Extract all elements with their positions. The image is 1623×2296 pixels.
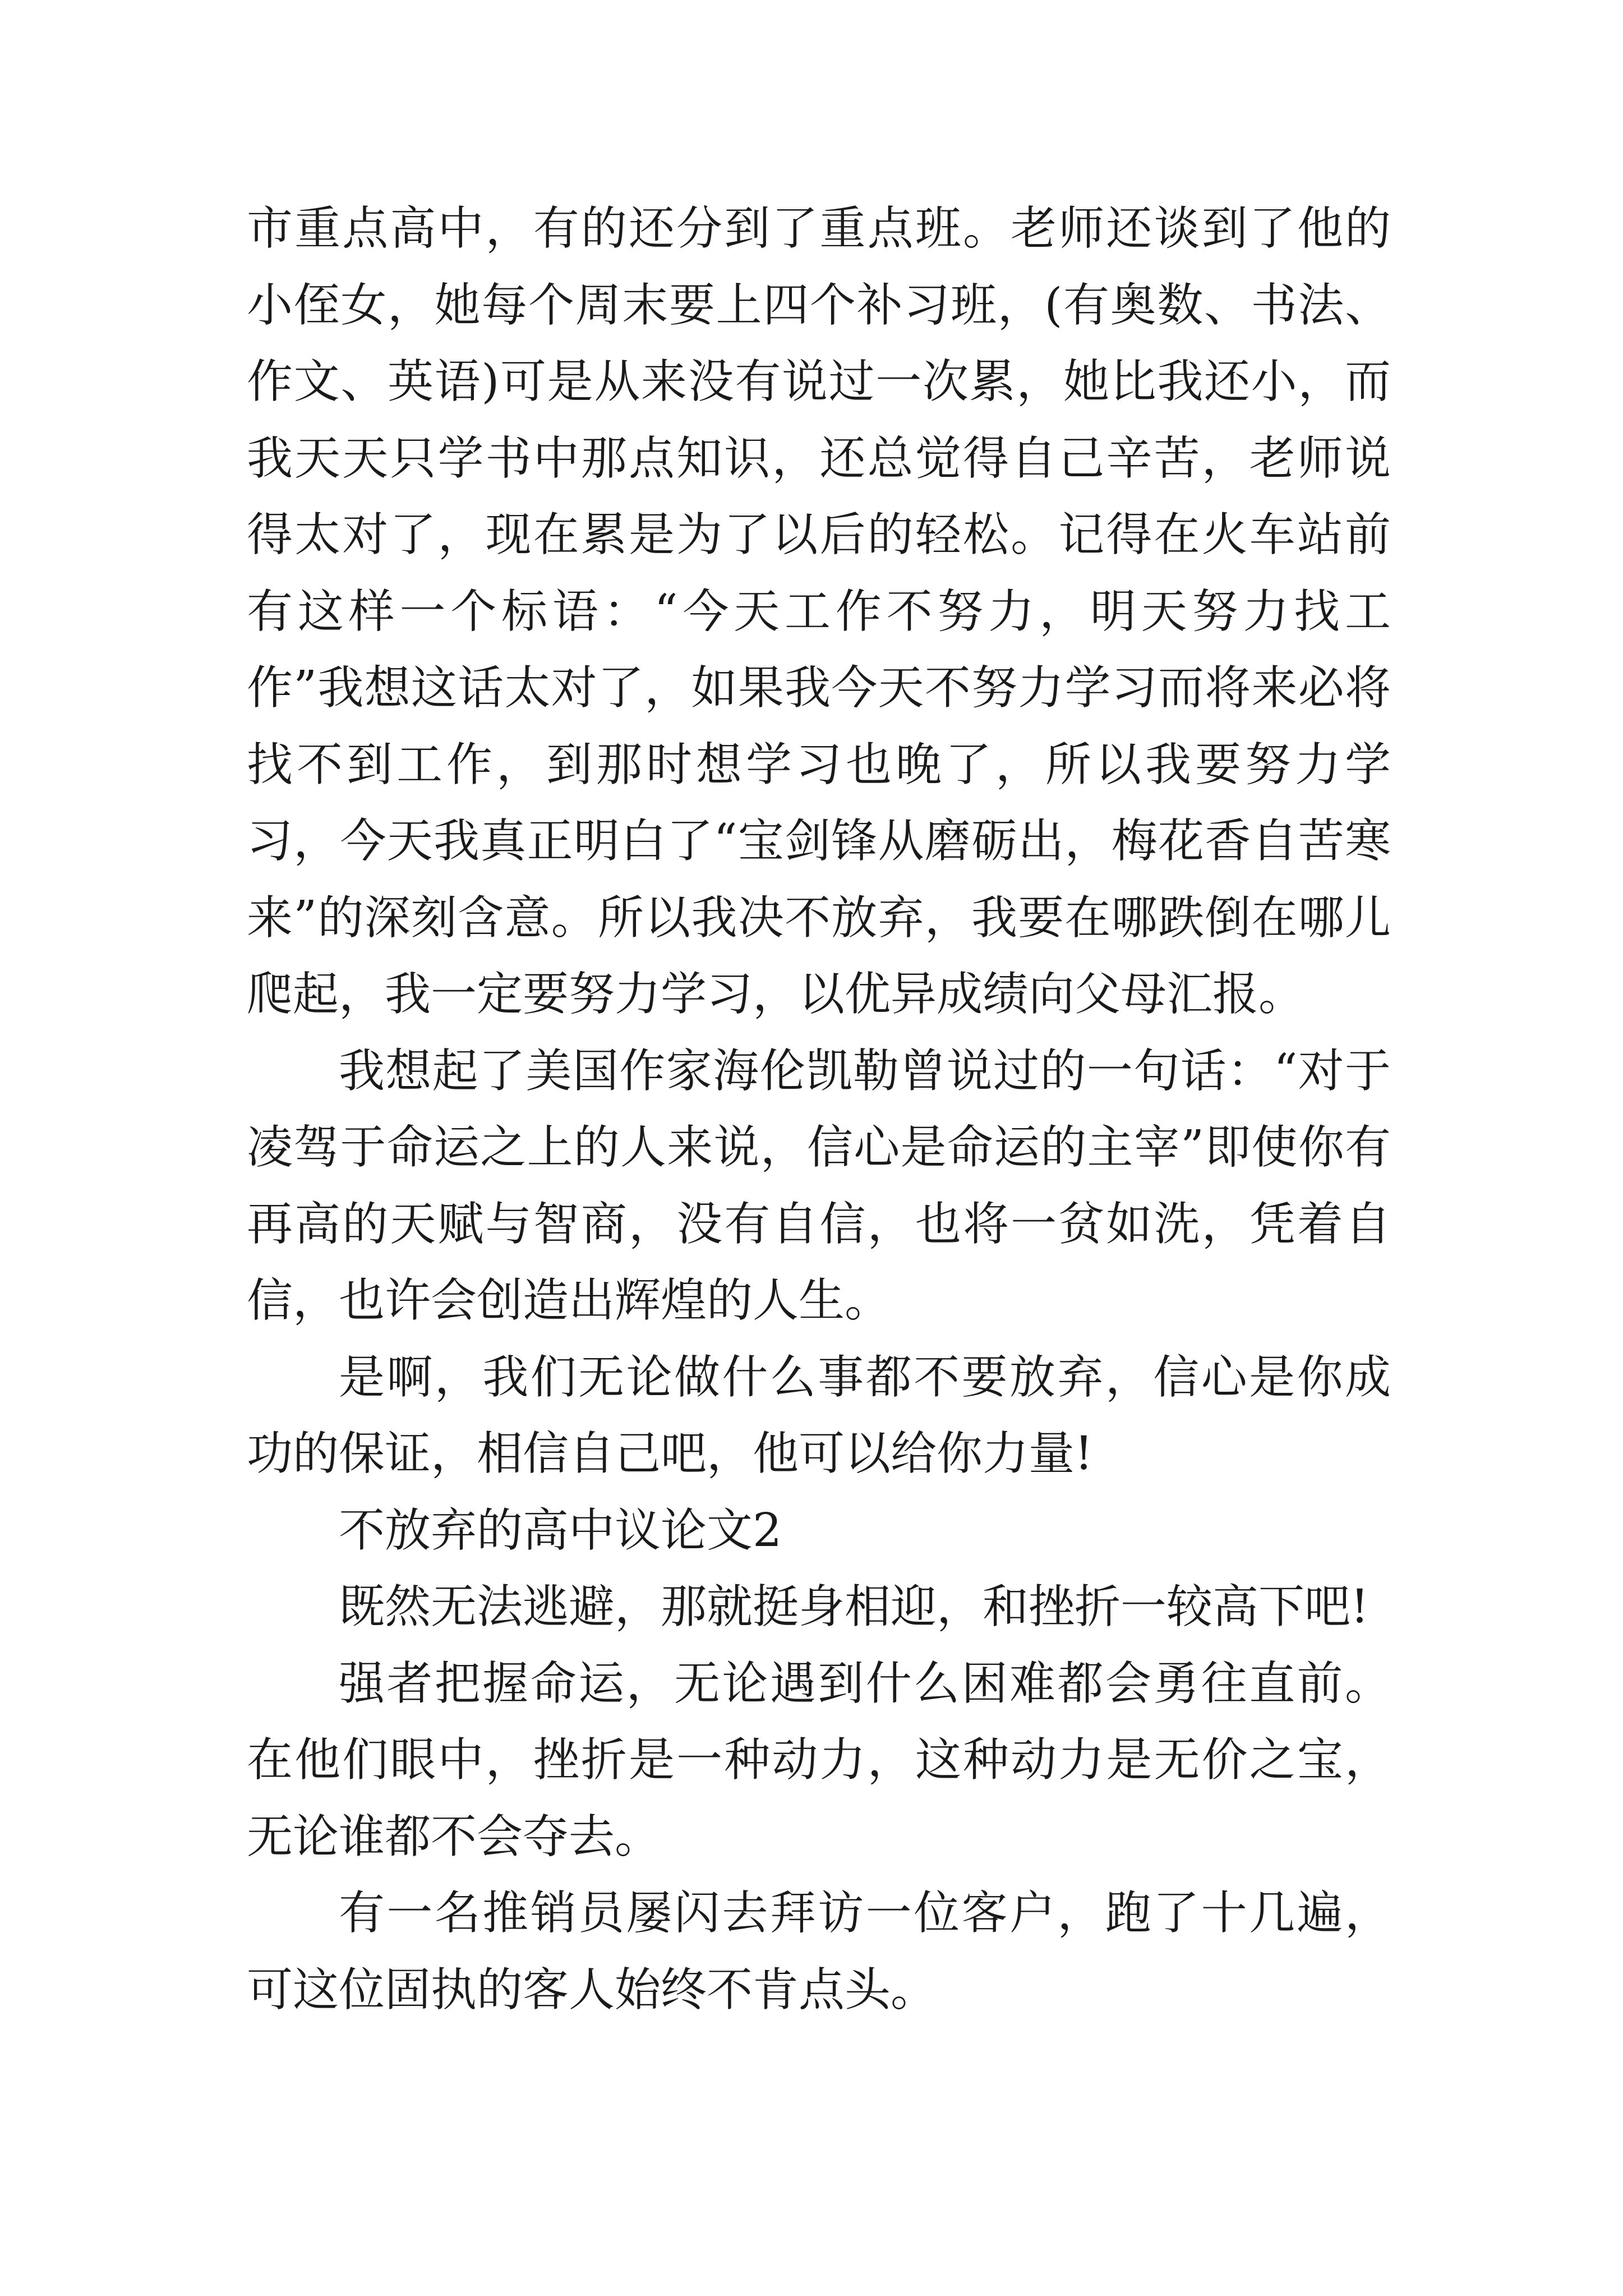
paragraph-continued: 市重点高中，有的还分到了重点班。老师还谈到了他的小侄女，她每个周末要上四个补习班，(有奥数、书法、作文、英语)可是从来没有说过一次累，她比我还小，而我天天只学书中那点知识，还总觉得自己辛苦，老师说得太对了，现在累是为了以后的轻松。记得在火车站前有这样一个标语：“今天工作不努力，明天努力找工作”我想这话太对了，如果我今天不努力学习而将来必将找不到工作，到那时想学习也晚了，所以我要努力学习，今天我真正明白了“宝剑锋从磨砺出，梅花香自苦寒来”的深刻含意。所以我决不放弃，我要在哪跌倒在哪儿爬起，我一定要努力学习，以优异成绩向父母汇报。 <box>247 202 1391 1021</box>
document-body <box>247 191 1391 2028</box>
paragraph: 既然无法逃避，那就挺身相迎，和挫折一较高下吧! <box>339 1580 1369 1634</box>
paragraph: 强者把握命运，无论遇到什么困难都会勇往直前。在他们眼中，挫折是一种动力，这种动力是无价之宝，无论谁都不会夺去。 <box>247 1657 1391 1864</box>
paragraph: 是啊，我们无论做什么事都不要放弃，信心是你成功的保证，相信自己吧，他可以给你力量! <box>247 1350 1391 1480</box>
section-heading: 不放弃的高中议论文2 <box>339 1503 782 1557</box>
paragraph: 我想起了美国作家海伦凯勒曾说过的一句话：“对于凌驾于命运之上的人来说，信心是命运的主宰”即使你有再高的天赋与智商，没有自信，也将一贫如洗，凭着自信，也许会创造出辉煌的人生。 <box>247 1044 1391 1327</box>
paragraph: 有一名推销员屡闪去拜访一位客户，跑了十几遍，可这位固执的客人始终不肯点头。 <box>247 1887 1391 2017</box>
